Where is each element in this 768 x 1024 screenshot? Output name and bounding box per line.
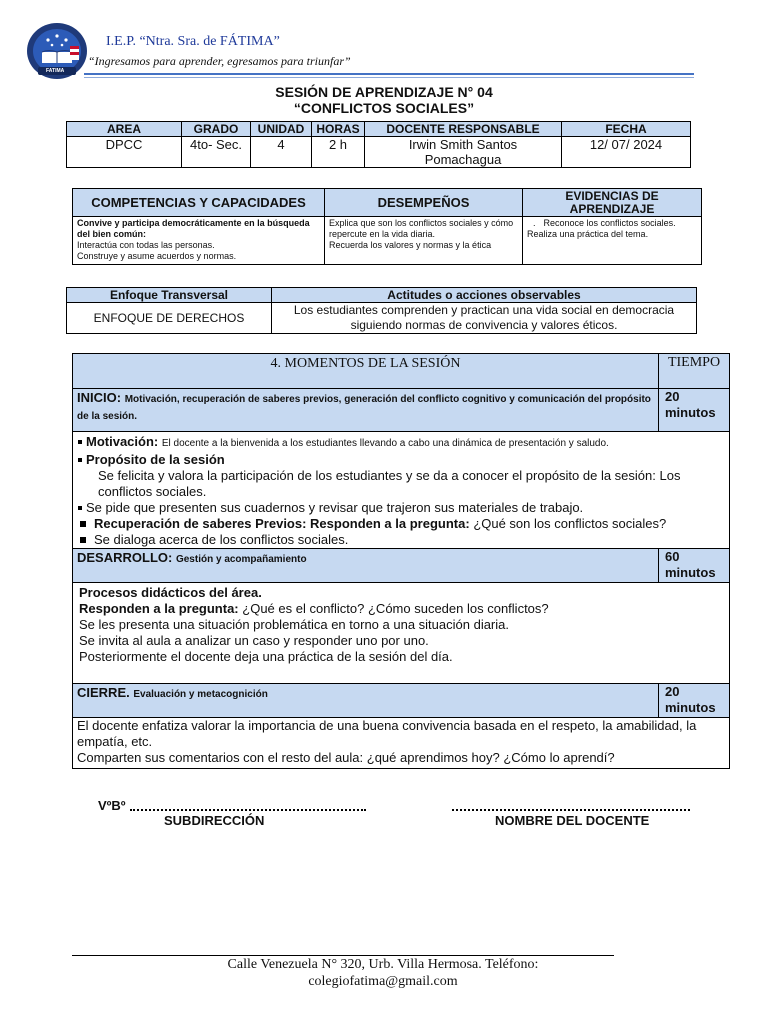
desarrollo-line: Se les presenta una situación problemática en torno a una situación diaria. bbox=[79, 617, 509, 632]
cierre-line: Comparten sus comentarios con el resto del aula: ¿qué aprendimos hoy? ¿Cómo lo aprendí? bbox=[77, 750, 615, 765]
footer-address: Calle Venezuela N° 320, Urb. Villa Hermosa. Teléfono: bbox=[227, 957, 539, 972]
school-motto: “Ingresamos para aprender, egresamos para triunfar” bbox=[88, 54, 351, 68]
recuperacion-row bbox=[78, 516, 724, 532]
session-subtitle: “CONFLICTOS SOCIALES” bbox=[293, 100, 475, 116]
desempeno-2: Recuerda los valores y normas y la ética bbox=[329, 240, 492, 250]
comp-cell-evidencias bbox=[523, 217, 702, 265]
info-table bbox=[66, 121, 691, 168]
bullet-icon bbox=[80, 537, 86, 543]
responden-text: ¿Qué es el conflicto? ¿Cómo suceden los conflictos? bbox=[242, 601, 549, 616]
bullet-icon bbox=[78, 506, 82, 510]
vobo-label: VºBº bbox=[98, 798, 126, 813]
desarrollo-heading bbox=[73, 549, 659, 583]
cierre-label: CIERRE. bbox=[77, 685, 130, 700]
info-header-grado: GRADO bbox=[182, 122, 251, 137]
desempeno-1: Explica que son los conflictos sociales y cómo repercute en la vida diaria. bbox=[329, 218, 514, 239]
inicio-content bbox=[73, 432, 730, 549]
momentos-title: 4. MOMENTOS DE LA SESIÓN bbox=[73, 354, 659, 389]
seal-text: FATIMA bbox=[46, 68, 65, 74]
evidencia-text: Reconoce los conflictos sociales. Realiza una práctica del tema. bbox=[527, 218, 676, 239]
bullet-icon bbox=[78, 440, 82, 444]
info-value-horas: 2 h bbox=[312, 137, 365, 168]
proposito-text: Se felicita y valora la participación de los estudiantes y se da a conocer el propósito de la sesión: Los conflictos sociales. bbox=[98, 468, 681, 499]
school-seal-icon bbox=[26, 22, 88, 80]
footer-email: colegiofatima@gmail.com bbox=[308, 974, 458, 989]
capacidad-1: Interactúa con todas las personas. bbox=[77, 240, 215, 250]
enfoque-table bbox=[66, 287, 697, 334]
dialoga-text: Se dialoga acerca de los conflictos sociales. bbox=[94, 532, 349, 547]
footer-rule bbox=[72, 955, 614, 956]
cuadernos-row bbox=[78, 500, 724, 516]
header-rule-2 bbox=[84, 77, 694, 78]
info-header-fecha: FECHA bbox=[562, 122, 691, 137]
info-header-docente: DOCENTE RESPONSABLE bbox=[365, 122, 562, 137]
comp-header-evidencias: EVIDENCIAS DE APRENDIZAJE bbox=[523, 189, 702, 217]
cierre-time: 20 minutos bbox=[659, 684, 730, 718]
tiempo-header: TIEMPO bbox=[659, 354, 730, 389]
cuadernos-text: Se pide que presenten sus cuadernos y revisar que trajeron sus materiales de trabajo. bbox=[86, 500, 584, 515]
cierre-desc: Evaluación y metacognición bbox=[133, 689, 268, 700]
responden-label: Responden a la pregunta: bbox=[79, 601, 239, 616]
desarrollo-line: Posteriormente el docente deja una práctica de la sesión del día. bbox=[79, 649, 453, 664]
left-signature-line bbox=[130, 809, 366, 811]
info-value-grado: 4to- Sec. bbox=[182, 137, 251, 168]
subdireccion-label: SUBDIRECCIÓN bbox=[164, 813, 265, 828]
motivacion-text: El docente a la bienvenida a los estudiantes llevando a cabo una dinámica de presentación y saludo. bbox=[161, 438, 609, 449]
right-signature-line bbox=[452, 809, 690, 811]
header-rule bbox=[84, 73, 694, 75]
proposito-row bbox=[78, 452, 724, 468]
comp-cell-competencias bbox=[73, 217, 325, 265]
cierre-line: El docente enfatiza valorar la importancia de una buena convivencia basada en el respeto, la amabilidad, la empatía, etc. bbox=[77, 718, 697, 749]
competencias-table bbox=[72, 188, 702, 265]
inicio-heading bbox=[73, 389, 659, 432]
inicio-desc: Motivación, recuperación de saberes previos, generación del conflicto cognitivo y comunicación del propósito de la sesión. bbox=[77, 394, 651, 422]
competencia-text: Convive y participa democráticamente en la búsqueda del bien común: bbox=[77, 218, 310, 239]
bullet-icon bbox=[78, 458, 82, 462]
actitudes-value: Los estudiantes comprenden y practican una vida social en democracia siguiendo normas de convivencia y valores éticos. bbox=[272, 303, 697, 334]
motivacion-label: Motivación: bbox=[86, 434, 159, 449]
dialoga-row bbox=[78, 532, 724, 548]
comp-header-desempenos: DESEMPEÑOS bbox=[325, 189, 523, 217]
cierre-content bbox=[73, 718, 730, 769]
enfoque-value: ENFOQUE DE DERECHOS bbox=[67, 303, 272, 334]
responden-row bbox=[79, 601, 723, 617]
docente-name-label: NOMBRE DEL DOCENTE bbox=[495, 813, 650, 828]
info-header-area: AREA bbox=[67, 122, 182, 137]
desarrollo-time: 60 minutos bbox=[659, 549, 730, 583]
inicio-label: INICIO: bbox=[77, 390, 122, 405]
recuperacion-text: ¿Qué son los conflictos sociales? bbox=[473, 516, 667, 531]
inicio-time: 20 minutos bbox=[659, 389, 730, 432]
desarrollo-label: DESARROLLO: bbox=[77, 550, 173, 565]
comp-header-competencias: COMPETENCIAS Y CAPACIDADES bbox=[73, 189, 325, 217]
capacidad-2: Construye y asume acuerdos y normas. bbox=[77, 251, 237, 261]
session-title: SESIÓN DE APRENDIZAJE N° 04 bbox=[275, 84, 493, 100]
info-value-area: DPCC bbox=[67, 137, 182, 168]
procesos-heading: Procesos didácticos del área. bbox=[79, 585, 262, 600]
desarrollo-line: Se invita al aula a analizar un caso y responder uno por uno. bbox=[79, 633, 429, 648]
motivacion-row bbox=[78, 434, 724, 452]
momentos-table bbox=[72, 353, 730, 769]
enfoque-header-enfoque: Enfoque Transversal bbox=[67, 288, 272, 303]
evidencia-bullet: . bbox=[533, 218, 536, 228]
desarrollo-content bbox=[73, 583, 730, 684]
cierre-heading bbox=[73, 684, 659, 718]
recuperacion-label: Recuperación de saberes Previos: Responden a la pregunta: bbox=[94, 516, 470, 531]
desarrollo-desc: Gestión y acompañamiento bbox=[175, 554, 307, 565]
proposito-label: Propósito de la sesión bbox=[86, 452, 225, 467]
info-value-fecha: 12/ 07/ 2024 bbox=[562, 137, 691, 168]
info-header-unidad: UNIDAD bbox=[251, 122, 312, 137]
info-value-unidad: 4 bbox=[251, 137, 312, 168]
enfoque-header-actitudes: Actitudes o acciones observables bbox=[272, 288, 697, 303]
comp-cell-desempenos bbox=[325, 217, 523, 265]
bullet-icon bbox=[80, 521, 86, 527]
info-header-horas: HORAS bbox=[312, 122, 365, 137]
info-value-docente: Irwin Smith Santos Pomachagua bbox=[365, 137, 562, 168]
school-name: I.E.P. “Ntra. Sra. de FÁTIMA” bbox=[106, 34, 280, 49]
